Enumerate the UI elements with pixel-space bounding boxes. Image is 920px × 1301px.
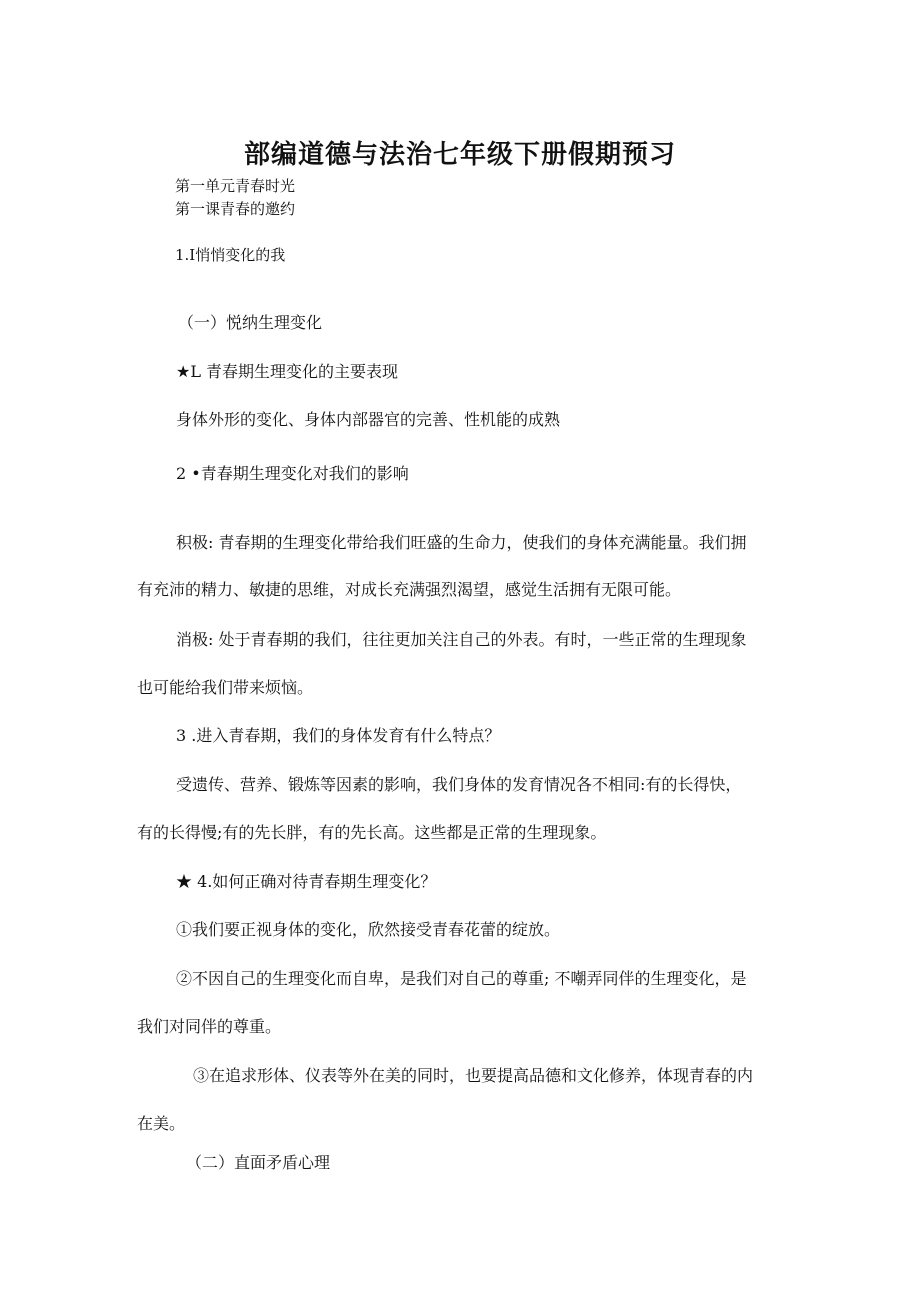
answer-3-line-2: 有的长得慢;有的先长胖，有的先长高。这些都是正常的生理现象。 <box>137 823 607 842</box>
answer-4-item-2-line-1: ②不因自己的生理变化而自卑，是我们对自己的尊重; 不嘲弄同伴的生理变化，是 <box>176 969 747 988</box>
answer-1: 身体外形的变化、身体内部器官的完善、性机能的成熟 <box>176 410 561 429</box>
answer-3-line-1: 受遗传、营养、锻炼等因素的影响，我们身体的发育情况各不相同:有的长得快， <box>176 775 742 794</box>
unit-heading: 第一单元青春时光 <box>175 177 296 195</box>
question-3: 3 .进入青春期，我们的身体发育有什么特点？ <box>176 726 501 745</box>
question-1: ★L 青春期生理变化的主要表现 <box>176 362 399 381</box>
answer-2-negative-line-1: 消极: 处于青春期的我们，往往更加关注自己的外表。有时，一些正常的生理现象 <box>176 630 747 649</box>
answer-4-item-2-line-2: 我们对同伴的尊重。 <box>137 1017 282 1036</box>
answer-2-positive-line-1: 积极: 青春期的生理变化带给我们旺盛的生命力，使我们的身体充满能量。我们拥 <box>176 533 747 552</box>
answer-4-item-1: ①我们要正视身体的变化，欣然接受青春花蕾的绽放。 <box>176 920 561 939</box>
answer-4-item-3-line-2: 在美。 <box>137 1114 186 1133</box>
answer-2-negative-line-2: 也可能给我们带来烦恼。 <box>137 678 314 697</box>
lesson-heading: 第一课青春的邀约 <box>175 200 296 218</box>
question-2: 2 •青春期生理变化对我们的影响 <box>176 464 409 483</box>
part-heading-1: （一）悦纳生理变化 <box>178 313 323 332</box>
page-title: 部编道德与法治七年级下册假期预习 <box>243 140 676 171</box>
part-heading-2: （二）直面矛盾心理 <box>186 1153 331 1172</box>
answer-4-item-3-line-1: ③在追求形体、仪表等外在美的同时，也要提高品德和文化修养，体现青春的内 <box>193 1066 754 1085</box>
section-heading: 1.Ⅰ悄悄变化的我 <box>175 246 286 264</box>
question-4: ★ 4.如何正确对待青春期生理变化？ <box>176 872 437 891</box>
answer-2-positive-line-2: 有充沛的精力、敏捷的思维，对成长充满强烈渴望，感觉生活拥有无限可能。 <box>137 580 682 599</box>
